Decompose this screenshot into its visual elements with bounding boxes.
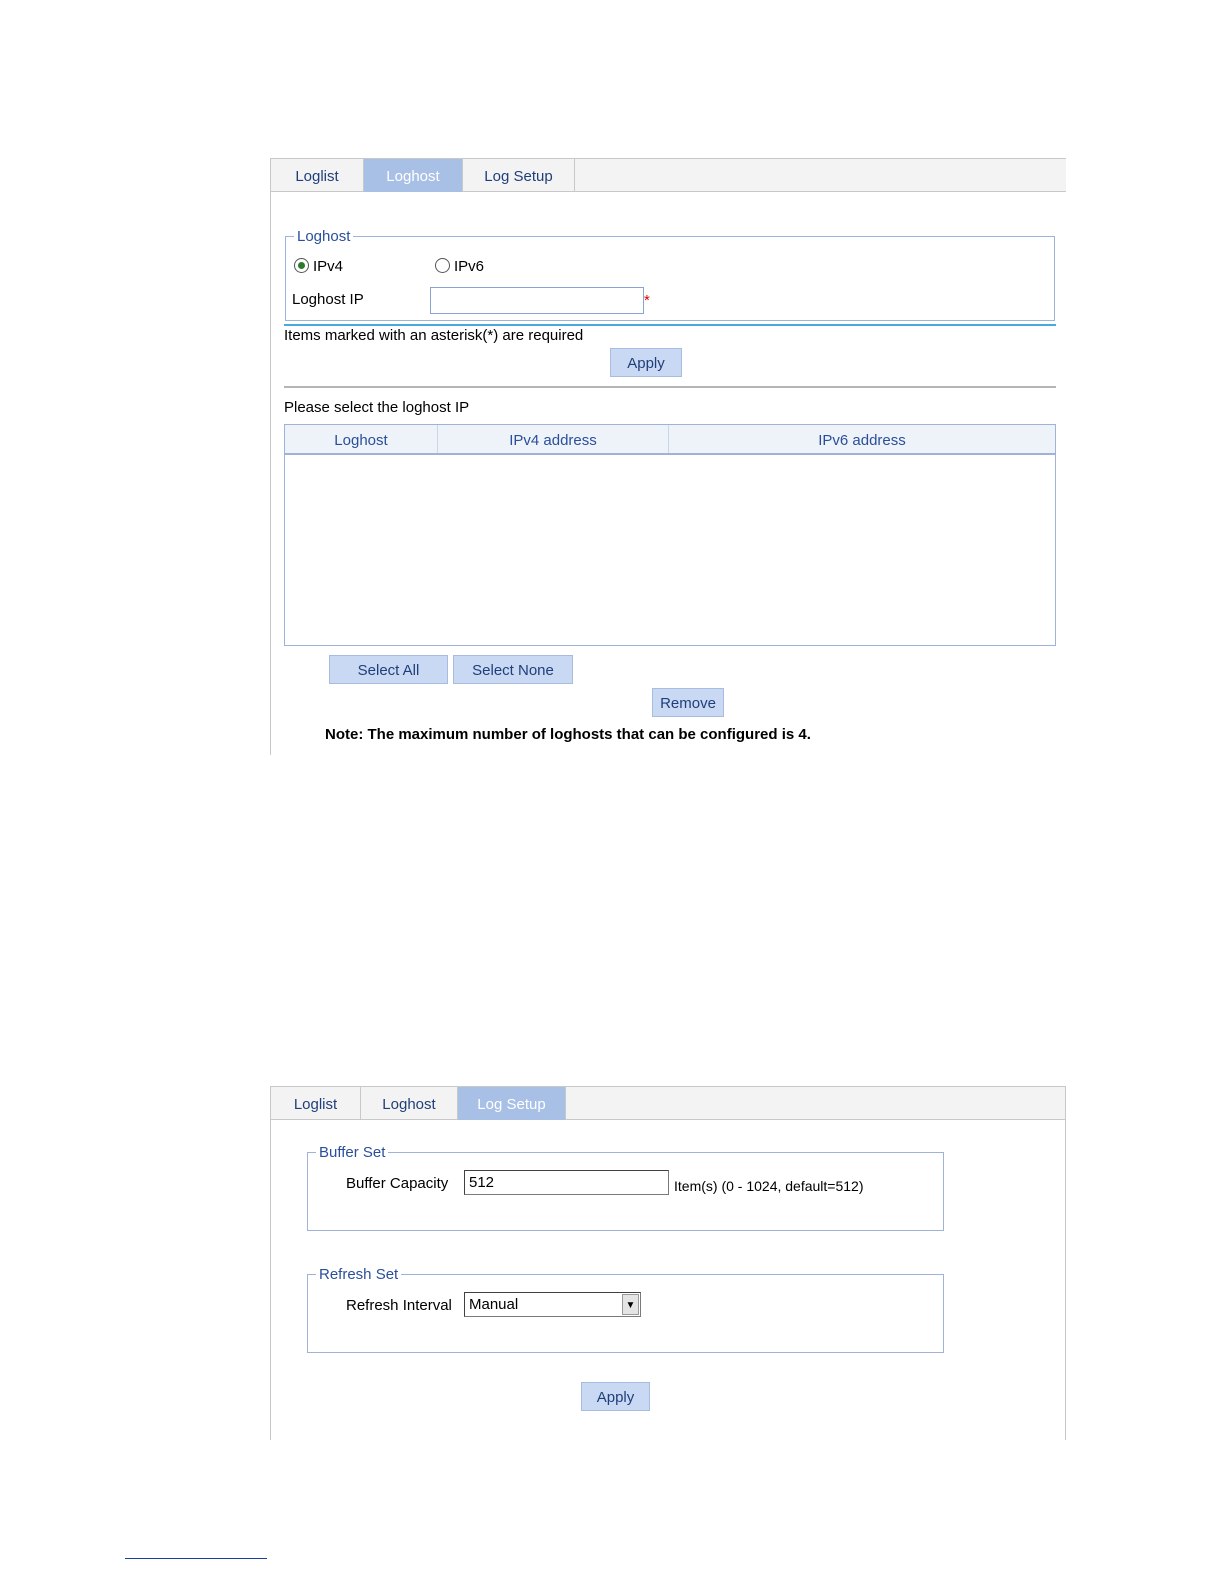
section-divider: [284, 386, 1056, 388]
loghost-legend: Loghost: [297, 228, 351, 245]
ipv6-label: IPv6: [454, 258, 485, 275]
buffer-capacity-label: Buffer Capacity: [346, 1175, 449, 1192]
required-note: Items marked with an asterisk(*) are required: [284, 327, 584, 344]
loghost-ip-label: Loghost IP: [292, 291, 364, 308]
refresh-set-legend: Refresh Set: [319, 1266, 399, 1283]
tab-bar: [271, 158, 1066, 192]
tab-bar: [271, 1086, 1065, 1120]
loghost-table: [284, 424, 1056, 646]
log-setup-panel: [270, 1086, 1066, 1440]
max-loghosts-note: Note: The maximum number of loghosts that can be configured is 4.: [325, 726, 811, 743]
tab-loghost[interactable]: Loghost: [364, 159, 463, 192]
ipv4-radio[interactable]: [294, 258, 309, 273]
refresh-interval-label: Refresh Interval: [346, 1297, 452, 1314]
loghost-ip-input[interactable]: [430, 287, 644, 314]
refresh-interval-select[interactable]: [464, 1292, 641, 1317]
ipv6-radio[interactable]: [435, 258, 450, 273]
remove-button[interactable]: Remove: [652, 688, 724, 717]
column-header-ipv6[interactable]: IPv6 address: [818, 432, 906, 449]
tab-log-setup[interactable]: Log Setup: [463, 159, 575, 192]
buffer-capacity-hint: Item(s) (0 - 1024, default=512): [674, 1178, 864, 1194]
section-divider: [284, 324, 1056, 326]
loghost-panel: [270, 158, 1066, 755]
tab-log-setup[interactable]: Log Setup: [458, 1087, 566, 1120]
tab-loglist[interactable]: Loglist: [271, 1087, 361, 1120]
buffer-capacity-input[interactable]: [464, 1170, 669, 1195]
required-asterisk: *: [644, 292, 650, 309]
footnote-separator: [125, 1558, 267, 1559]
apply-button[interactable]: Apply: [610, 348, 682, 377]
column-header-loghost[interactable]: Loghost: [285, 425, 438, 453]
tab-loghost[interactable]: Loghost: [361, 1087, 458, 1120]
apply-button[interactable]: Apply: [581, 1382, 650, 1411]
select-all-button[interactable]: Select All: [329, 655, 448, 684]
table-header: [285, 425, 1055, 455]
column-header-ipv4[interactable]: IPv4 address: [438, 425, 669, 453]
ipv4-label: IPv4: [313, 258, 344, 275]
dropdown-arrow-icon[interactable]: ▼: [622, 1294, 639, 1315]
select-none-button[interactable]: Select None: [453, 655, 573, 684]
loghost-fieldset: [285, 228, 1055, 321]
tab-loglist[interactable]: Loglist: [271, 159, 364, 192]
refresh-interval-value: Manual: [469, 1296, 519, 1313]
select-prompt: Please select the loghost IP: [284, 399, 470, 416]
buffer-set-legend: Buffer Set: [319, 1144, 386, 1161]
